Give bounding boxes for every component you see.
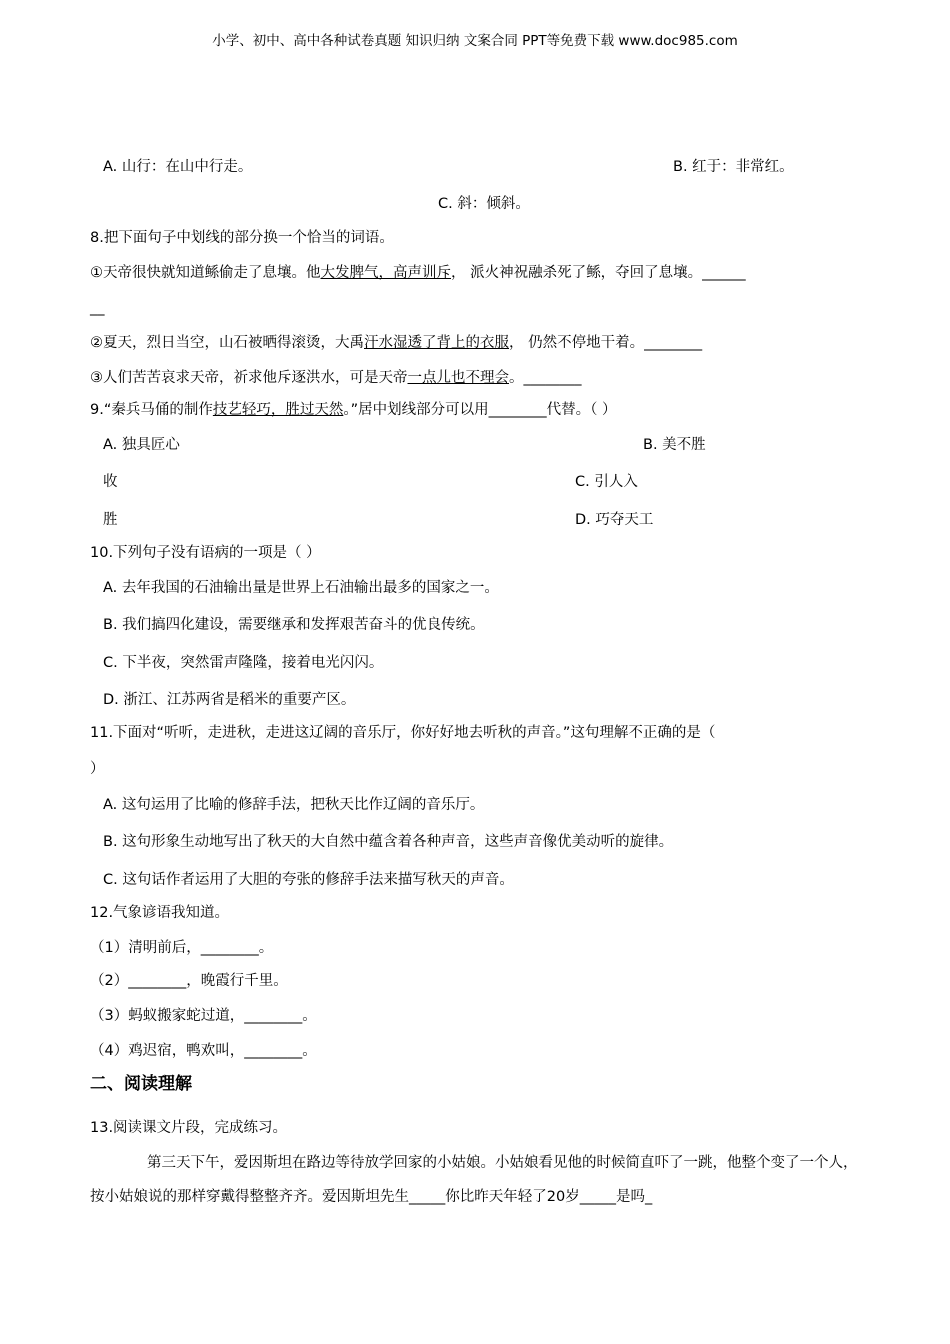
q8-s3-pre: ③人们苦苦哀求天帝，祈求他斥逐洪水，可是天帝 — [90, 370, 408, 386]
q9-title — [90, 400, 616, 420]
q10-title: 10.下列句子没有语病的一项是（ ） — [90, 545, 321, 561]
q9-option-b-cont: 收 — [103, 474, 118, 490]
section-heading: 二、阅读理解 — [90, 1074, 192, 1094]
q11-title: 11.下面对“听听，走进秋，走进这辽阔的音乐厅，你好好地去听秋的声音。”这句理解不正确的是（ — [90, 725, 716, 741]
q12-line-2: （2）________，晚霞行千里。 — [90, 973, 288, 989]
q9-post: 。”居中划线部分可以用________代替。（ ） — [343, 402, 617, 418]
q11-title-cont: ） — [90, 761, 105, 777]
q9-option-c-cont: 胜 — [103, 512, 118, 528]
q8-s1-continued: __ — [90, 300, 105, 316]
q12-title: 12.气象谚语我知道。 — [90, 905, 230, 921]
q8-s2-pre: ②夏天，烈日当空，山石被晒得滚烫，大禹 — [90, 335, 364, 351]
q12-line-3: （3）蚂蚁搬家蛇过道，________。 — [90, 1008, 317, 1024]
q8-sentence-1 — [90, 263, 746, 283]
q11-option-b: B. 这句形象生动地写出了秋天的大自然中蕴含着各种声音，这些声音像优美动听的旋律。 — [103, 834, 674, 850]
q9-option-d: D. 巧夺天工 — [575, 512, 654, 528]
q13-passage: 第三天下午，爱因斯坦在路边等待放学回家的小姑娘。小姑娘看见他的时候简直吓了一跳，他整个变了一个人，按小姑娘说的那样穿戴得整整齐齐。爱因斯坦先生_____你比昨天年轻了20岁_____是吗_ — [90, 1155, 858, 1205]
q11-option-c: C. 这句话作者运用了大胆的夸张的修辞手法来描写秋天的声音。 — [103, 872, 514, 888]
q12-line-1: （1）清明前后，________。 — [90, 940, 274, 956]
q9-pre: 9.“秦兵马俑的制作 — [90, 402, 213, 418]
q10-option-a: A. 去年我国的石油输出量是世界上石油输出最多的国家之一。 — [103, 580, 499, 596]
q12-line-4: （4）鸡迟宿，鸭欢叫，________。 — [90, 1043, 317, 1059]
q8-s2-post: ， 仍然不停地干着。________ — [509, 335, 703, 351]
q7-option-b: B. 红于：非常红。 — [673, 159, 794, 175]
q7-option-a: A. 山行：在山中行走。 — [103, 159, 253, 175]
q9-option-b: B. 美不胜 — [643, 437, 706, 453]
page-header: 小学、初中、高中各种试卷真题 知识归纳 文案合同 PPT等免费下载 www.doc985.com — [212, 33, 738, 49]
q10-option-b: B. 我们搞四化建设，需要继承和发挥艰苦奋斗的优良传统。 — [103, 617, 485, 633]
q7-option-c: C. 斜：倾斜。 — [438, 196, 530, 212]
q10-option-c: C. 下半夜，突然雷声隆隆，接着电光闪闪。 — [103, 655, 384, 671]
q8-s3-underlined: 一点儿也不理会 — [407, 370, 509, 386]
q8-title: 8.把下面句子中划线的部分换一个恰当的词语。 — [90, 230, 394, 246]
q9-option-a: A. 独具匠心 — [103, 437, 180, 453]
q9-option-c: C. 引人入 — [575, 474, 638, 490]
q10-option-d: D. 浙江、江苏两省是稻米的重要产区。 — [103, 692, 356, 708]
q8-s3-post: 。________ — [509, 370, 582, 386]
q11-option-a: A. 这句运用了比喻的修辞手法，把秋天比作辽阔的音乐厅。 — [103, 797, 485, 813]
q8-s1-pre: ①天帝很快就知道鲧偷走了息壤。他 — [90, 265, 321, 281]
q8-sentence-2 — [90, 333, 702, 353]
q8-s2-underlined: 汗水湿透了背上的衣服 — [364, 335, 509, 351]
q8-s1-post: ， 派火神祝融杀死了鲧，夺回了息壤。______ — [451, 265, 746, 281]
q9-underlined: 技艺轻巧，胜过天然 — [212, 402, 344, 418]
q8-sentence-3 — [90, 368, 582, 388]
q8-s1-underlined: 大发脾气，高声训斥 — [320, 265, 451, 281]
q13-title: 13.阅读课文片段，完成练习。 — [90, 1120, 288, 1136]
